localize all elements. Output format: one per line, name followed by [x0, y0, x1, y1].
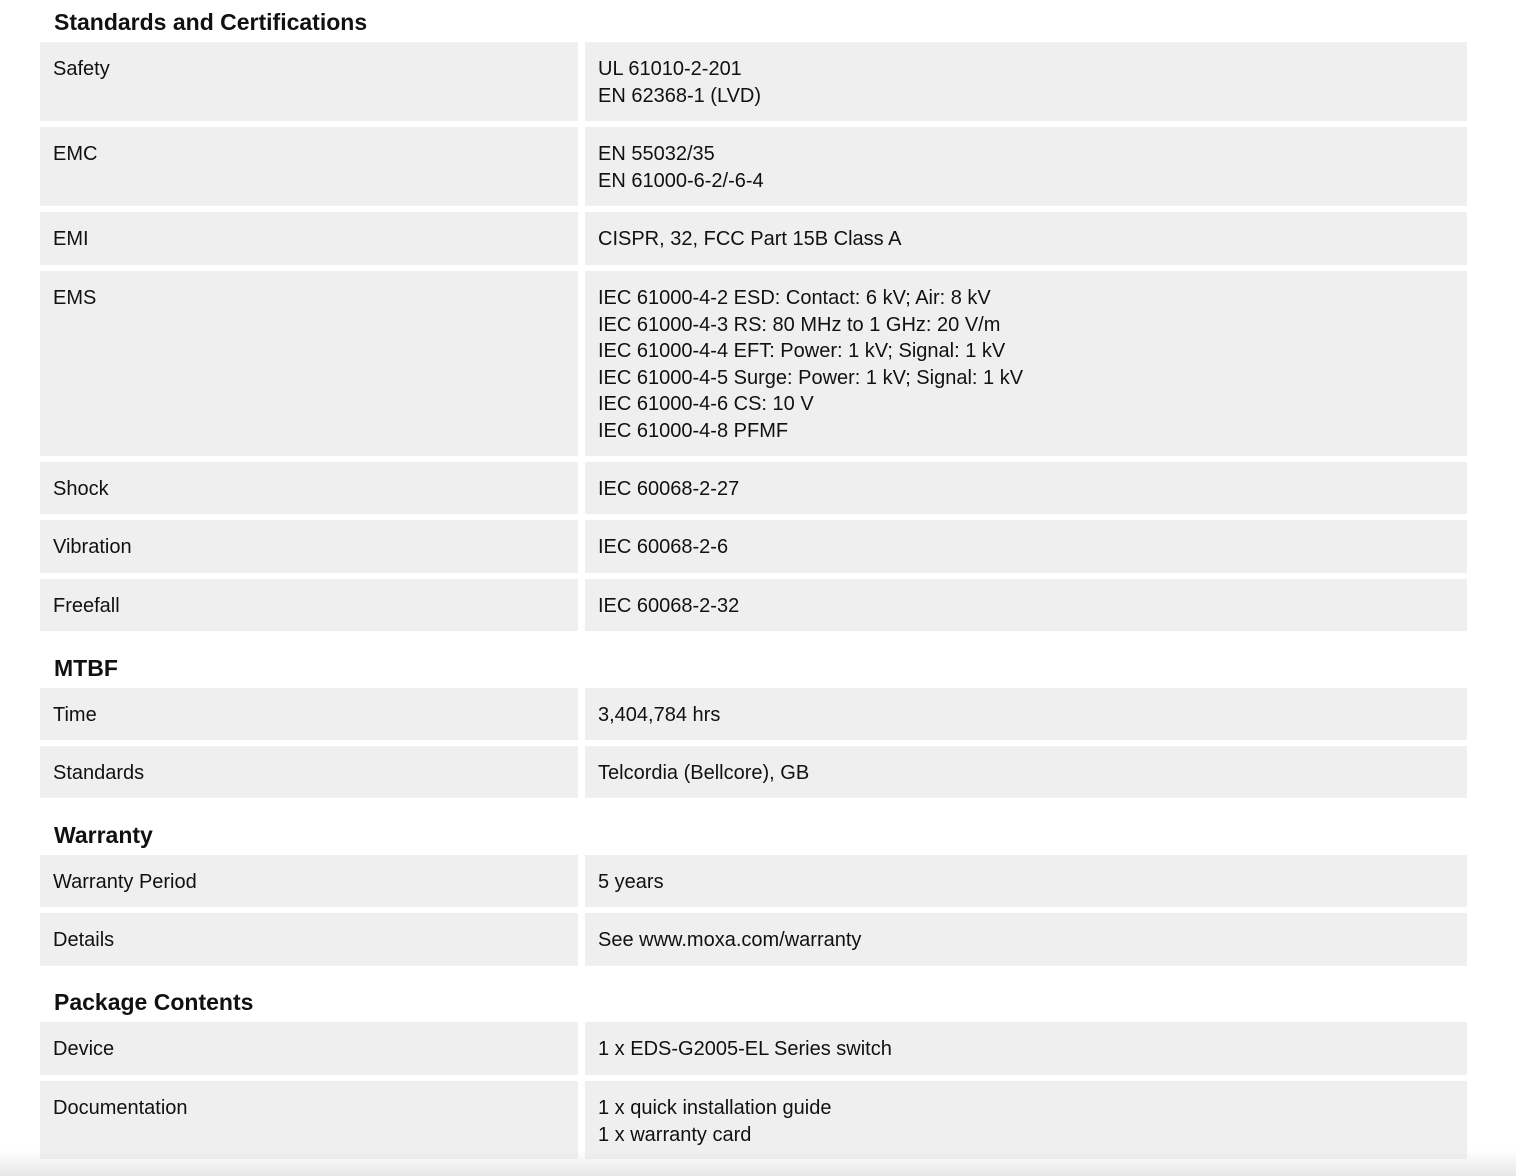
spec-value [585, 42, 1467, 121]
spec-value-line: IEC 60068-2-32 [598, 595, 740, 617]
spec-row-warranty-period [40, 855, 1467, 907]
spec-value-line: IEC 60068-2-27 [598, 478, 740, 500]
section-title-standards: Standards and Certifications [54, 9, 368, 35]
spec-row-vibration [40, 520, 1467, 573]
spec-value-line: 1 x quick installation guide [598, 1097, 832, 1119]
spec-row-emc [40, 127, 1467, 206]
spec-label: Time [40, 688, 578, 740]
spec-row-details [40, 913, 1467, 966]
spec-label: Vibration [40, 520, 578, 573]
spec-value [585, 127, 1467, 206]
spec-row-safety [40, 42, 1467, 121]
spec-value-line: EN 62368-1 (LVD) [598, 84, 762, 107]
spec-label: Standards [40, 746, 578, 798]
spec-value [585, 746, 1467, 798]
spec-value-line: IEC 61000-4-3 RS: 80 MHz to 1 GHz: 20 V/m [598, 313, 1001, 336]
spec-label: Documentation [40, 1081, 578, 1159]
spec-value-line: IEC 61000-4-8 PFMF [598, 419, 789, 442]
section-title-warranty: Warranty [54, 822, 153, 848]
spec-row-emi [40, 212, 1467, 265]
spec-row-ems [40, 271, 1467, 456]
spec-value-line: EN 55032/35 [598, 143, 715, 165]
spec-label: Safety [40, 42, 578, 121]
spec-value [585, 913, 1467, 966]
spec-label: EMI [40, 212, 578, 265]
spec-row-documentation [40, 1081, 1467, 1159]
spec-label: Warranty Period [40, 855, 578, 907]
spec-row-shock [40, 462, 1467, 514]
spec-label: EMC [40, 127, 578, 206]
spec-value-line: IEC 61000-4-6 CS: 10 V [598, 393, 814, 415]
spec-value [585, 579, 1467, 631]
spec-row-time [40, 688, 1467, 740]
spec-value-line: See www.moxa.com/warranty [598, 929, 862, 951]
spec-value-line: CISPR, 32, FCC Part 15B Class A [598, 228, 902, 250]
spec-label: EMS [40, 271, 578, 456]
spec-label: Freefall [40, 579, 578, 631]
spec-label: Device [40, 1022, 578, 1075]
spec-value-line: 5 years [598, 871, 664, 893]
bottom-fade-overlay [0, 1150, 1516, 1176]
spec-value [585, 1022, 1467, 1075]
spec-value [585, 212, 1467, 265]
spec-value [585, 520, 1467, 573]
section-title-package-contents: Package Contents [54, 989, 254, 1015]
spec-value [585, 1081, 1467, 1159]
spec-value-line: IEC 60068-2-6 [598, 536, 729, 558]
spec-value [585, 688, 1467, 740]
spec-value [585, 271, 1467, 456]
spec-value-line: 1 x EDS-G2005-EL Series switch [598, 1038, 892, 1060]
spec-value-line: UL 61010-2-201 [598, 58, 742, 80]
spec-label: Details [40, 913, 578, 966]
spec-value-line: Telcordia (Bellcore), GB [598, 762, 810, 784]
spec-value-line: IEC 61000-4-2 ESD: Contact: 6 kV; Air: 8 kV [598, 287, 991, 309]
spec-label: Shock [40, 462, 578, 514]
spec-value-line: 3,404,784 hrs [598, 704, 721, 726]
spec-value-line: IEC 61000-4-5 Surge: Power: 1 kV; Signal: 1 kV [598, 366, 1024, 389]
section-title-mtbf: MTBF [54, 655, 118, 681]
spec-value-line: 1 x warranty card [598, 1123, 752, 1146]
spec-row-standards [40, 746, 1467, 798]
spec-value [585, 855, 1467, 907]
spec-value-line: IEC 61000-4-4 EFT: Power: 1 kV; Signal: 1 kV [598, 340, 1006, 362]
spec-value [585, 462, 1467, 514]
spec-value-line: EN 61000-6-2/-6-4 [598, 169, 764, 192]
spec-row-device [40, 1022, 1467, 1075]
spec-row-freefall [40, 579, 1467, 631]
